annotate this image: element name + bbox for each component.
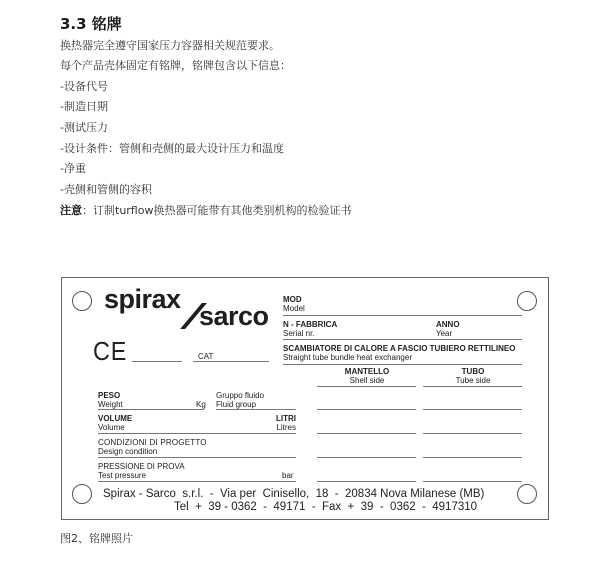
test-pressure-label: PRESSIONE DI PROVA Test pressure: [98, 462, 185, 480]
cat-line: [193, 361, 269, 362]
shell-value-line: [317, 481, 416, 482]
list-item-code: -设备代号: [60, 80, 108, 93]
logo-spirax: spirax: [104, 284, 181, 314]
shell-line: [317, 386, 416, 387]
shell-value-line: [317, 409, 416, 410]
volume-line: [98, 433, 296, 434]
test-pressure-unit: bar: [282, 471, 294, 480]
list-item-design-conditions: -设计条件：管侧和壳侧的最大设计压力和温度: [60, 142, 284, 155]
type-label: SCAMBIATORE DI CALORE A FASCIO TUBIERO RETTILINEO Straight tube bundle heat exchanger: [283, 344, 516, 362]
logo-sarco: sarco: [199, 301, 269, 331]
design-condition-line: [98, 457, 296, 458]
list-item-volume: -壳侧和管侧的容积: [60, 183, 152, 196]
tube-value-line: [423, 433, 522, 434]
figure-caption: 图2、铭牌照片: [60, 532, 133, 545]
tube-side-header: TUBO Tube side: [455, 367, 491, 385]
fluid-group-line: [216, 409, 296, 410]
nameplate-image: [61, 277, 549, 520]
design-condition-label: CONDIZIONI DI PROGETTO Design condition: [98, 438, 207, 456]
intro-line-2: 每个产品壳体固定有铭牌，铭牌包含以下信息：: [60, 59, 291, 72]
intro-line-1: 换热器完全遵守国家压力容器相关规范要求。: [60, 39, 280, 52]
year-label: ANNO Year: [436, 320, 460, 338]
list-item-weight: -净重: [60, 162, 86, 175]
mounting-hole-icon: [72, 484, 92, 504]
note-text: 订制turflow换热器可能带有其他类别机构的检验证书: [93, 204, 352, 217]
shell-side-header: MANTELLO Shell side: [344, 367, 390, 385]
tube-line: [423, 386, 522, 387]
note-sep: ：: [82, 204, 93, 217]
weight-label: PESO Weight: [98, 391, 123, 409]
ce-number-line: [132, 361, 182, 362]
note-label: 注意: [60, 204, 82, 217]
volume-unit: LITRI Litres: [276, 414, 296, 432]
serial-line: [283, 339, 522, 340]
tube-value-line: [423, 481, 522, 482]
shell-value-line: [317, 433, 416, 434]
shell-value-line: [317, 457, 416, 458]
section-title: 3.3 铭牌: [60, 15, 122, 33]
test-pressure-line: [98, 481, 296, 482]
tube-value-line: [423, 409, 522, 410]
fluid-group-label: Gruppo fluido Fluid group: [216, 391, 265, 409]
cat-label: CAT: [198, 352, 214, 361]
volume-label: VOLUME Volume: [98, 414, 133, 432]
note-line: [60, 204, 351, 218]
list-item-test-pressure: -测试压力: [60, 121, 108, 134]
footer-address: Spirax - Sarco s.r.l. - Via per Cinisello, 18 - 20834 Nova Milanese (MB): [103, 488, 485, 500]
mounting-hole-icon: [517, 484, 537, 504]
tube-value-line: [423, 457, 522, 458]
weight-unit: Kg: [196, 400, 206, 409]
mounting-hole-icon: [72, 291, 92, 311]
model-label: MOD Model: [283, 295, 305, 313]
ce-mark-icon: CE: [93, 336, 128, 366]
type-line: [283, 364, 522, 365]
footer-contacts: Tel + 39 - 0362 - 49171 - Fax + 39 - 0362 - 4917310: [174, 501, 478, 513]
list-item-date: -制造日期: [60, 100, 108, 113]
serial-label: N - FABBRICA Serial nr.: [283, 320, 338, 338]
mounting-hole-icon: [517, 291, 537, 311]
model-line: [283, 315, 522, 316]
weight-line: [98, 409, 204, 410]
